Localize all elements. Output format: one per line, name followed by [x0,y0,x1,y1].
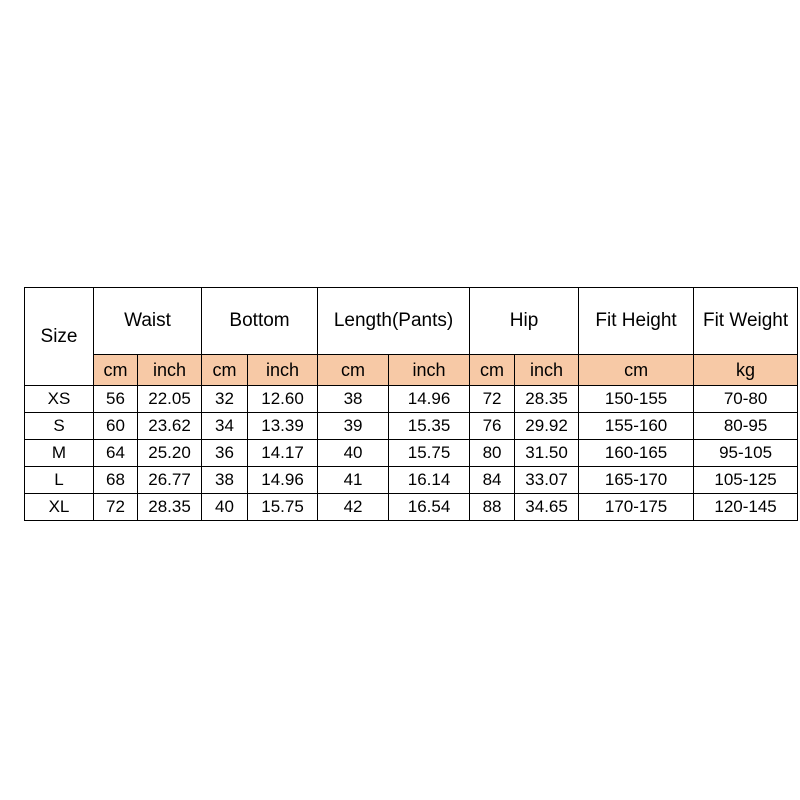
value-cell: 23.62 [138,413,202,440]
table-row [25,440,798,467]
value-cell: 80 [470,440,515,467]
size-cell: XL [25,494,94,521]
group-header-bottom: Bottom [202,288,318,355]
table-row [25,494,798,521]
unit-cell: inch [515,355,579,386]
group-header-fit-weight: Fit Weight [694,288,798,355]
value-cell: 28.35 [515,386,579,413]
unit-cell: inch [248,355,318,386]
unit-cell: cm [470,355,515,386]
value-cell: 72 [470,386,515,413]
value-cell: 38 [202,467,248,494]
size-cell: S [25,413,94,440]
value-cell: 105-125 [694,467,798,494]
value-cell: 150-155 [579,386,694,413]
unit-header-row [25,355,798,386]
value-cell: 160-165 [579,440,694,467]
value-cell: 72 [94,494,138,521]
value-cell: 34.65 [515,494,579,521]
value-cell: 60 [94,413,138,440]
size-cell: XS [25,386,94,413]
unit-cell: inch [138,355,202,386]
value-cell: 36 [202,440,248,467]
value-cell: 34 [202,413,248,440]
value-cell: 14.96 [389,386,470,413]
value-cell: 15.75 [389,440,470,467]
value-cell: 14.17 [248,440,318,467]
value-cell: 42 [318,494,389,521]
unit-cell: cm [318,355,389,386]
value-cell: 40 [318,440,389,467]
unit-cell: cm [94,355,138,386]
size-rows [25,386,798,521]
value-cell: 41 [318,467,389,494]
value-cell: 56 [94,386,138,413]
value-cell: 80-95 [694,413,798,440]
group-header-fit-height: Fit Height [579,288,694,355]
value-cell: 64 [94,440,138,467]
unit-cell: inch [389,355,470,386]
value-cell: 13.39 [248,413,318,440]
value-cell: 155-160 [579,413,694,440]
value-cell: 76 [470,413,515,440]
value-cell: 15.75 [248,494,318,521]
group-header-row [25,288,798,355]
value-cell: 22.05 [138,386,202,413]
value-cell: 14.96 [248,467,318,494]
unit-cell: cm [202,355,248,386]
value-cell: 120-145 [694,494,798,521]
size-header: Size [25,288,94,386]
value-cell: 70-80 [694,386,798,413]
value-cell: 38 [318,386,389,413]
value-cell: 28.35 [138,494,202,521]
value-cell: 12.60 [248,386,318,413]
value-cell: 95-105 [694,440,798,467]
value-cell: 40 [202,494,248,521]
table-row [25,413,798,440]
value-cell: 29.92 [515,413,579,440]
group-header-waist: Waist [94,288,202,355]
value-cell: 33.07 [515,467,579,494]
value-cell: 88 [470,494,515,521]
group-header-length: Length(Pants) [318,288,470,355]
size-cell: L [25,467,94,494]
value-cell: 68 [94,467,138,494]
value-cell: 32 [202,386,248,413]
value-cell: 16.14 [389,467,470,494]
value-cell: 16.54 [389,494,470,521]
value-cell: 39 [318,413,389,440]
value-cell: 26.77 [138,467,202,494]
value-cell: 165-170 [579,467,694,494]
unit-cell: cm [579,355,694,386]
value-cell: 15.35 [389,413,470,440]
value-cell: 84 [470,467,515,494]
value-cell: 25.20 [138,440,202,467]
table-row [25,386,798,413]
value-cell: 170-175 [579,494,694,521]
size-chart-table [24,287,798,521]
size-cell: M [25,440,94,467]
value-cell: 31.50 [515,440,579,467]
group-header-hip: Hip [470,288,579,355]
table-row [25,467,798,494]
unit-cell: kg [694,355,798,386]
